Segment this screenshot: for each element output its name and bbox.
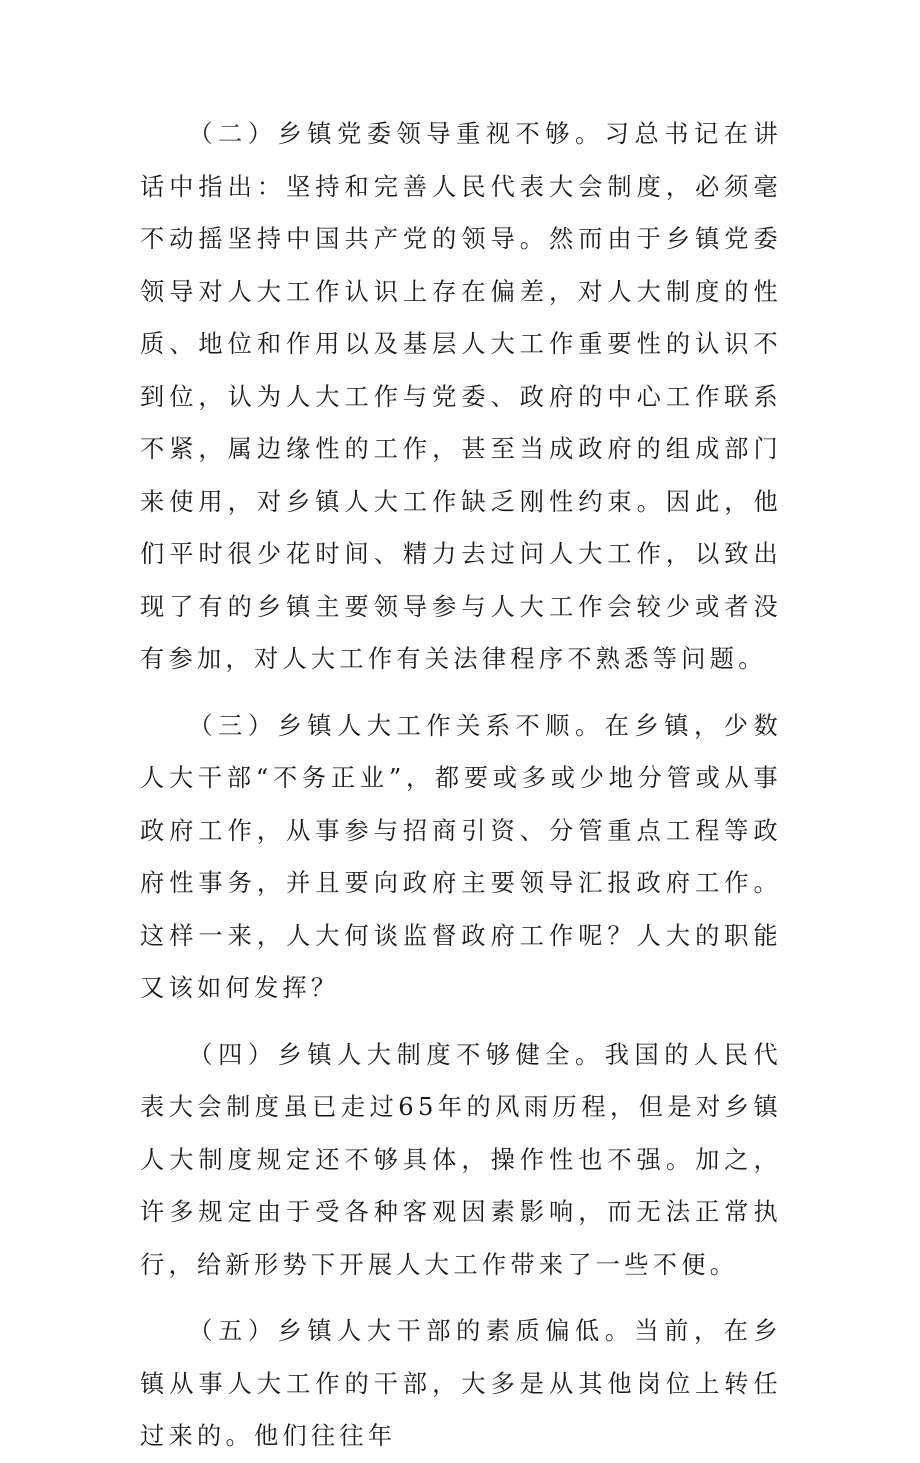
document-body xyxy=(140,108,782,1463)
paragraph-section-5: （五）乡镇人大干部的素质偏低。当前，在乡镇从事人大工作的干部，大多是从其他岗位上转任过来的。他们往往年 xyxy=(140,1317,782,1450)
paragraph-section-4: （四）乡镇人大制度不够健全。我国的人民代表大会制度虽已走过65年的风雨历程，但是对乡镇人大制度规定还不够具体，操作性也不强。加之，许多规定由于受各种客观因素影响，而无法正常执行，给新形势下开展人大工作带来了一些不便。 xyxy=(140,1040,782,1279)
paragraph-section-2: （二）乡镇党委领导重视不够。习总书记在讲话中指出：坚持和完善人民代表大会制度，必须毫不动摇坚持中国共产党的领导。然而由于乡镇党委领导对人大工作认识上存在偏差，对人大制度的性质、地位和作用以及基层人大工作重要性的认识不到位，认为人大工作与党委、政府的中心工作联系不紧，属边缘性的工作，甚至当成政府的组成部门来使用，对乡镇人大工作缺乏刚性约束。因此，他们平时很少花时间、精力去过问人大工作，以致出现了有的乡镇主要领导参与人大工作会较少或者没有参加，对人大工作有关法律程序不熟悉等问题。 xyxy=(140,120,782,673)
paragraph-section-3: （三）乡镇人大工作关系不顺。在乡镇，少数人大干部“不务正业”，都要或多或少地分管或从事政府工作，从事参与招商引资、分管重点工程等政府性事务，并且要向政府主要领导汇报政府工作。这样一来，人大何谈监督政府工作呢？人大的职能又该如何发挥？ xyxy=(140,711,782,1002)
